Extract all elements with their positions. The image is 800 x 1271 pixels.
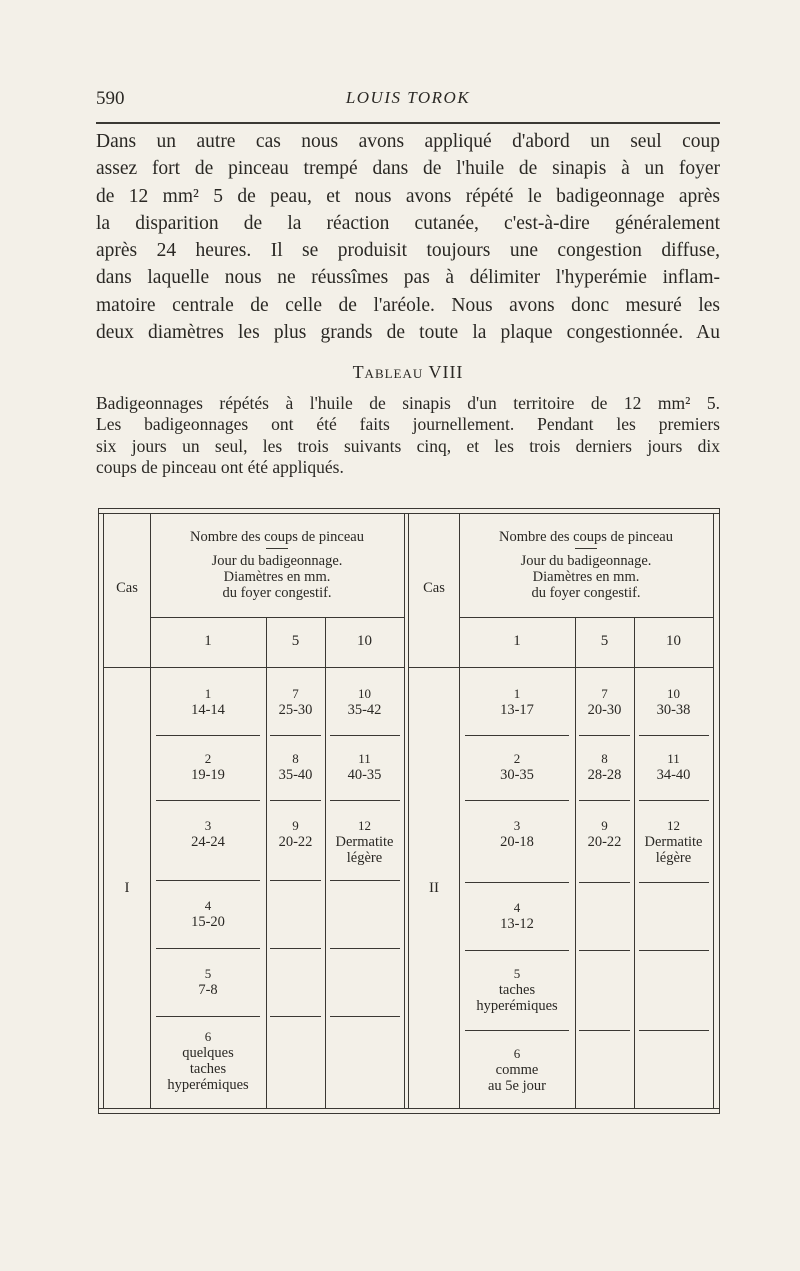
data-cell	[459, 751, 575, 783]
col-sep	[459, 513, 460, 1109]
table-right-border-inner	[713, 513, 714, 1109]
table-top-border-inner	[98, 513, 720, 514]
row-rule	[330, 880, 400, 881]
header-rule	[104, 667, 404, 668]
sub-header-line: du foyer congestif.	[531, 585, 641, 601]
diameter-value: 13-17	[500, 702, 534, 718]
diameter-value: légère	[346, 850, 383, 866]
day-number: 10	[667, 686, 680, 701]
header-rule	[409, 667, 713, 668]
row-rule	[465, 1030, 569, 1031]
caption-line: coups de pinceau ont été appliqués.	[96, 456, 344, 477]
diameter-value: 24-24	[191, 834, 225, 850]
header-rule	[150, 617, 404, 618]
diameter-value: 20-22	[587, 834, 622, 850]
diameter-value: comme	[495, 1062, 539, 1078]
sub-header-line: Jour du badigeonnage.	[520, 553, 652, 569]
row-rule	[465, 800, 569, 801]
data-cell	[634, 818, 713, 866]
row-rule	[579, 882, 630, 883]
day-number: 1	[513, 686, 521, 701]
row-rule	[330, 1016, 400, 1017]
row-rule	[270, 800, 321, 801]
row-rule	[639, 735, 709, 736]
group-header-text: Nombre des coups de pinceau	[499, 529, 673, 545]
row-rule	[330, 948, 400, 949]
data-cell	[325, 686, 404, 718]
row-rule	[579, 950, 630, 951]
data-cell	[150, 966, 266, 998]
row-rule	[270, 880, 321, 881]
row-rule	[156, 800, 260, 801]
sub-header-line: Diamètres en mm.	[532, 569, 640, 585]
diameter-value: légère	[655, 850, 692, 866]
data-cell	[266, 818, 325, 850]
col-sep	[404, 513, 405, 1109]
row-rule	[465, 735, 569, 736]
data-cell	[150, 898, 266, 930]
data-cell	[325, 818, 404, 866]
row-rule	[270, 948, 321, 949]
diameter-value: 34-40	[656, 767, 691, 783]
diameter-value: taches	[498, 982, 536, 998]
body-line: la disparition de la réaction cutanée, c'est-à-dire généralement	[96, 212, 720, 234]
day-number: 6	[204, 1029, 212, 1044]
data-cell	[575, 818, 634, 850]
day-number: 7	[292, 686, 299, 701]
data-cell	[325, 751, 404, 783]
col-header: 1	[513, 633, 521, 649]
data-cell	[459, 900, 575, 932]
day-number: 6	[513, 1046, 521, 1061]
diameter-value: au 5e jour	[488, 1078, 546, 1094]
data-cell	[575, 751, 634, 783]
data-cell	[634, 686, 713, 718]
row-rule	[270, 735, 321, 736]
day-number: 12	[667, 818, 680, 833]
diameter-value: hyperémiques	[476, 998, 558, 1014]
row-rule	[156, 735, 260, 736]
body-line: deux diamètres les plus grands de toute la plaque congestionnée. Au	[96, 322, 720, 344]
row-rule	[156, 880, 260, 881]
day-number: 9	[292, 818, 299, 833]
row-rule	[579, 1030, 630, 1031]
body-line: dans laquelle nous ne réussîmes pas à délimiter l'hyperémie inflam-	[96, 267, 720, 289]
diameter-value: 20-22	[278, 834, 313, 850]
body-paragraph	[96, 128, 720, 346]
day-number: 5	[204, 966, 212, 981]
diameter-value: 25-30	[278, 702, 313, 718]
row-rule	[639, 800, 709, 801]
table-caption	[96, 393, 720, 478]
body-line: Dans un autre cas nous avons appliqué d'abord un seul coup	[96, 131, 720, 152]
page-header	[96, 88, 720, 118]
day-number: 4	[204, 898, 212, 913]
data-cell	[459, 1046, 575, 1094]
data-cell	[266, 686, 325, 718]
sub-header-line: Diamètres en mm.	[223, 569, 331, 585]
body-line: matoire centrale de celle de l'aréole. Nous avons donc mesuré les	[96, 294, 720, 316]
row-rule	[639, 1030, 709, 1031]
day-number: 8	[601, 751, 608, 766]
diameter-value: 14-14	[191, 702, 225, 718]
caption-line: six jours un seul, les trois suivants cinq, et les trois derniers jours dix	[96, 435, 720, 456]
day-number: 7	[601, 686, 608, 701]
data-cell	[150, 818, 266, 850]
body-line: après 24 heures. Il se produisit toujours une congestion diffuse,	[96, 240, 720, 262]
header-rule	[96, 122, 720, 124]
day-number: 2	[513, 751, 521, 766]
row-rule	[639, 882, 709, 883]
sub-header-line: du foyer congestif.	[222, 585, 332, 601]
body-line: de 12 mm² 5 de peau, et nous avons répété le badigeonnage après	[96, 185, 720, 207]
diameter-value: Dermatite	[335, 834, 394, 850]
sub-header-line: Jour du badigeonnage.	[211, 553, 343, 569]
day-number: 9	[601, 818, 608, 833]
table-bottom-border-inner	[98, 1113, 720, 1114]
day-number: 2	[204, 751, 212, 766]
group-header-text: Nombre des coups de pinceau	[190, 529, 364, 545]
diameter-value: quelques	[182, 1045, 234, 1061]
row-rule	[330, 735, 400, 736]
page-number: 590	[96, 88, 125, 109]
diameter-value: Dermatite	[644, 834, 703, 850]
row-rule	[579, 800, 630, 801]
row-rule	[156, 948, 260, 949]
table-top-border	[98, 508, 720, 509]
table-title: Tableau VIII	[352, 362, 464, 382]
group-header-right	[459, 529, 713, 601]
dash	[266, 548, 288, 549]
data-cell	[634, 751, 713, 783]
col-header: 5	[600, 633, 609, 649]
cas-header: Cas	[116, 580, 138, 596]
cas-label: I	[124, 880, 130, 896]
diameter-value: 40-35	[347, 767, 382, 783]
diameter-value: 30-35	[500, 767, 534, 783]
diameter-value: 30-38	[656, 702, 691, 718]
diameter-value: 13-12	[500, 916, 534, 932]
diameter-value: taches	[189, 1061, 227, 1077]
day-number: 1	[204, 686, 212, 701]
day-number: 8	[292, 751, 299, 766]
col-header: 10	[357, 633, 372, 649]
data-cell	[459, 686, 575, 718]
header-rule	[459, 617, 713, 618]
diameter-value: 20-18	[500, 834, 534, 850]
row-rule	[465, 882, 569, 883]
table-left-border-inner	[103, 513, 104, 1109]
diameter-value: 20-30	[587, 702, 622, 718]
day-number: 12	[358, 818, 371, 833]
day-number: 4	[513, 900, 521, 915]
caption-line: Les badigeonnages ont été faits journellement. Pendant les premiers	[96, 414, 720, 435]
table-right-border	[719, 508, 720, 1114]
cas-header: Cas	[423, 580, 445, 596]
diameter-value: 7-8	[198, 982, 218, 998]
data-cell	[266, 751, 325, 783]
diameter-value: 28-28	[587, 767, 622, 783]
table-bottom-border	[98, 1108, 720, 1109]
day-number: 3	[513, 818, 521, 833]
col-header: 10	[666, 633, 681, 649]
cas-label: II	[429, 880, 439, 896]
day-number: 11	[358, 751, 371, 766]
running-title: LOUIS TOROK	[345, 88, 471, 107]
data-cell	[459, 818, 575, 850]
col-header: 1	[204, 633, 212, 649]
day-number: 5	[513, 966, 521, 981]
group-header-left	[150, 529, 404, 601]
data-cell	[150, 686, 266, 718]
col-header: 5	[291, 633, 300, 649]
row-rule	[270, 1016, 321, 1017]
diameter-value: hyperémiques	[167, 1077, 249, 1093]
table-left-border	[98, 508, 99, 1114]
data-cell	[459, 966, 575, 1014]
day-number: 3	[204, 818, 212, 833]
row-rule	[156, 1016, 260, 1017]
day-number: 11	[667, 751, 680, 766]
diameter-value: 19-19	[191, 767, 225, 783]
row-rule	[579, 735, 630, 736]
day-number: 10	[358, 686, 371, 701]
caption-line: Badigeonnages répétés à l'huile de sinapis d'un territoire de 12 mm² 5.	[96, 393, 720, 413]
row-rule	[465, 950, 569, 951]
data-cell	[150, 1029, 266, 1093]
diameter-value: 15-20	[191, 914, 225, 930]
diameter-value: 35-40	[278, 767, 313, 783]
diameter-value: 35-42	[347, 702, 382, 718]
dash	[575, 548, 597, 549]
data-cell	[150, 751, 266, 783]
data-cell	[575, 686, 634, 718]
body-line: assez fort de pinceau trempé dans de l'huile de sinapis à un foyer	[96, 158, 720, 180]
row-rule	[330, 800, 400, 801]
col-sep	[150, 513, 151, 1109]
row-rule	[639, 950, 709, 951]
col-sep	[408, 513, 409, 1109]
